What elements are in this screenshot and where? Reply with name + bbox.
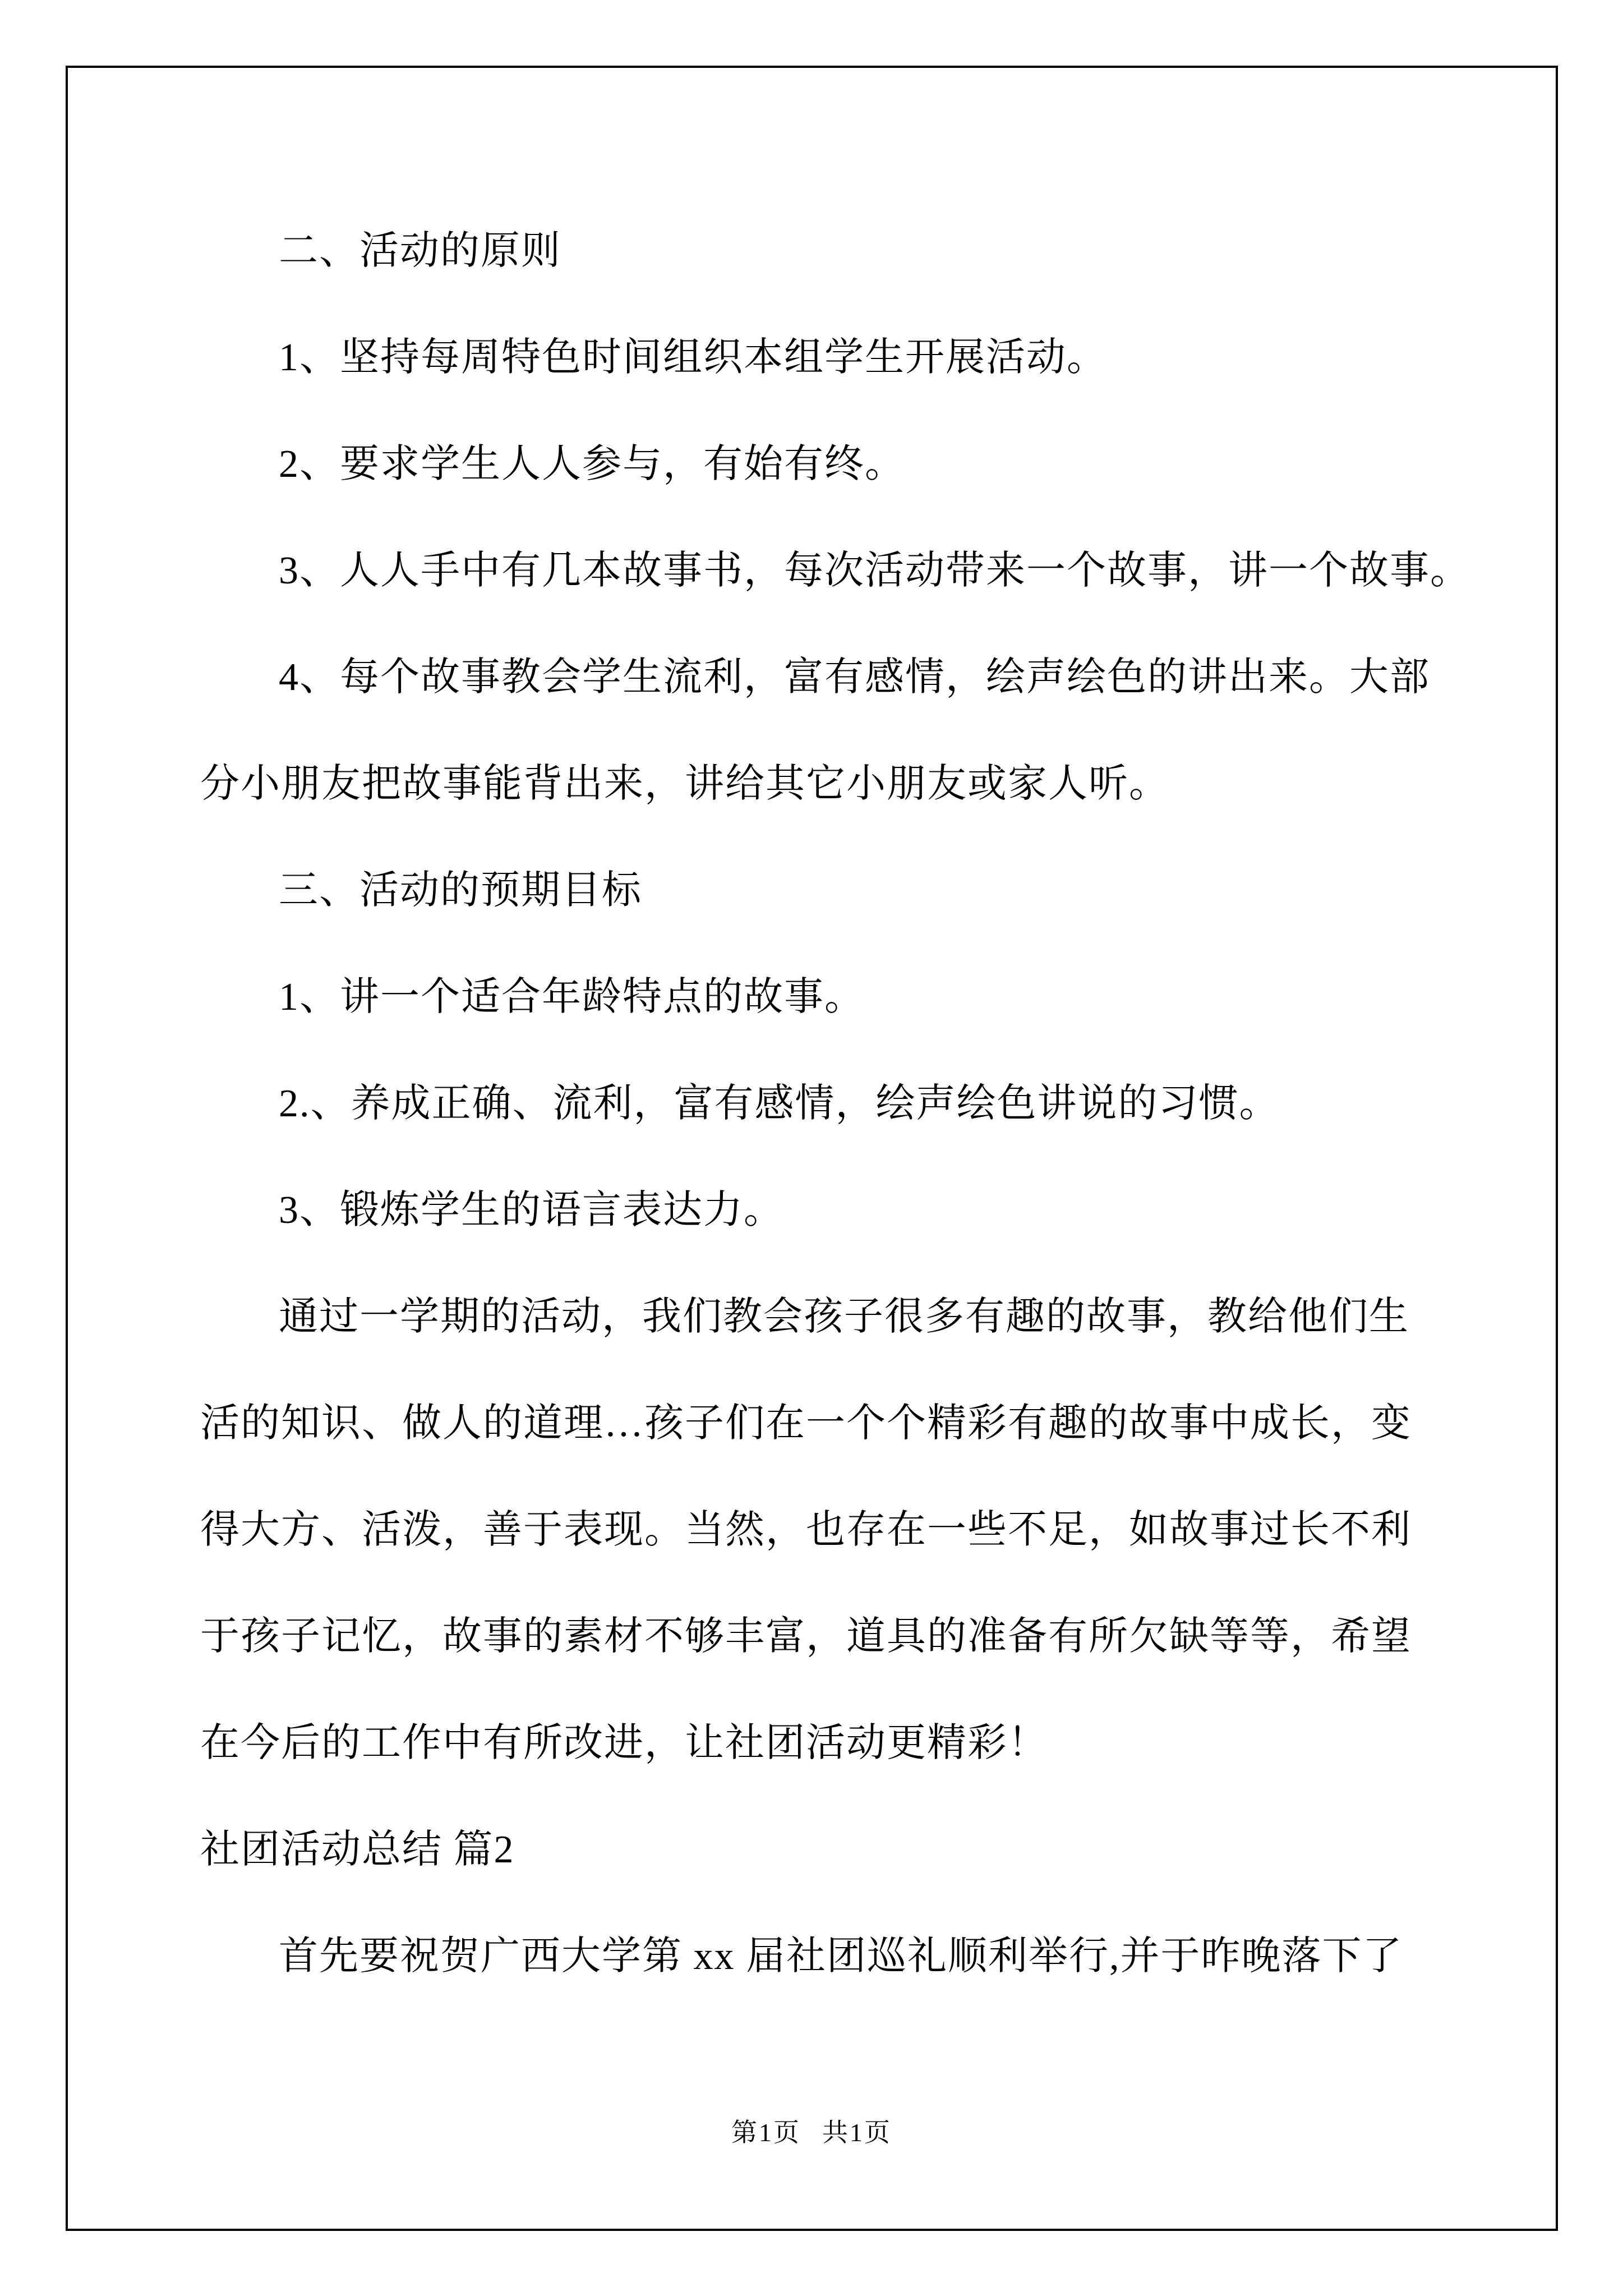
paragraph-summary-line-2: 活的知识、做人的道理…孩子们在一个个精彩有趣的故事中成长，变 xyxy=(200,1402,1412,1445)
document-body xyxy=(200,198,1468,2010)
list-item-principle-4-continuation: 分小朋友把故事能背出来，讲给其它小朋友或家人听。 xyxy=(200,762,1169,806)
heading-activity-principles: 二、活动的原则 xyxy=(279,229,561,273)
list-item-principle-2: 2、要求学生人人参与，有始有终。 xyxy=(279,443,905,486)
list-item-goal-2: 2.、养成正确、流利，富有感情，绘声绘色讲说的习惯。 xyxy=(279,1082,1280,1125)
paragraph-part2-line-1: 首先要祝贺广西大学第 xx 届社团巡礼顺利举行,并于昨晚落下了 xyxy=(279,1935,1403,1978)
list-item-goal-1: 1、讲一个适合年龄特点的故事。 xyxy=(279,976,865,1019)
paragraph-summary-line-1: 通过一学期的活动，我们教会孩子很多有趣的故事，教给他们生 xyxy=(279,1295,1409,1338)
list-item-goal-3: 3、锻炼学生的语言表达力。 xyxy=(279,1189,784,1232)
paragraph-summary-line-4: 于孩子记忆，故事的素材不够丰富，道具的准备有所欠缺等等，希望 xyxy=(200,1615,1412,1658)
list-item-principle-4: 4、每个故事教会学生流利，富有感情，绘声绘色的讲出来。大部 xyxy=(279,656,1430,699)
paragraph-summary-line-3: 得大方、活泼，善于表现。当然，也存在一些不足，如故事过长不利 xyxy=(200,1508,1412,1552)
list-item-principle-1: 1、坚持每周特色时间组织本组学生开展活动。 xyxy=(279,336,1107,379)
list-item-principle-3: 3、人人手中有几本故事书，每次活动带来一个故事，讲一个故事。 xyxy=(279,549,1470,592)
heading-summary-part-2: 社团活动总结 篇2 xyxy=(200,1828,515,1871)
heading-expected-goals: 三、活动的预期目标 xyxy=(279,869,642,912)
paragraph-summary-line-5: 在今后的工作中有所改进，让社团活动更精彩！ xyxy=(200,1722,1048,1765)
page-number: 第1页 xyxy=(731,2118,801,2147)
page-footer xyxy=(0,2116,1623,2150)
total-pages: 共1页 xyxy=(822,2118,892,2147)
